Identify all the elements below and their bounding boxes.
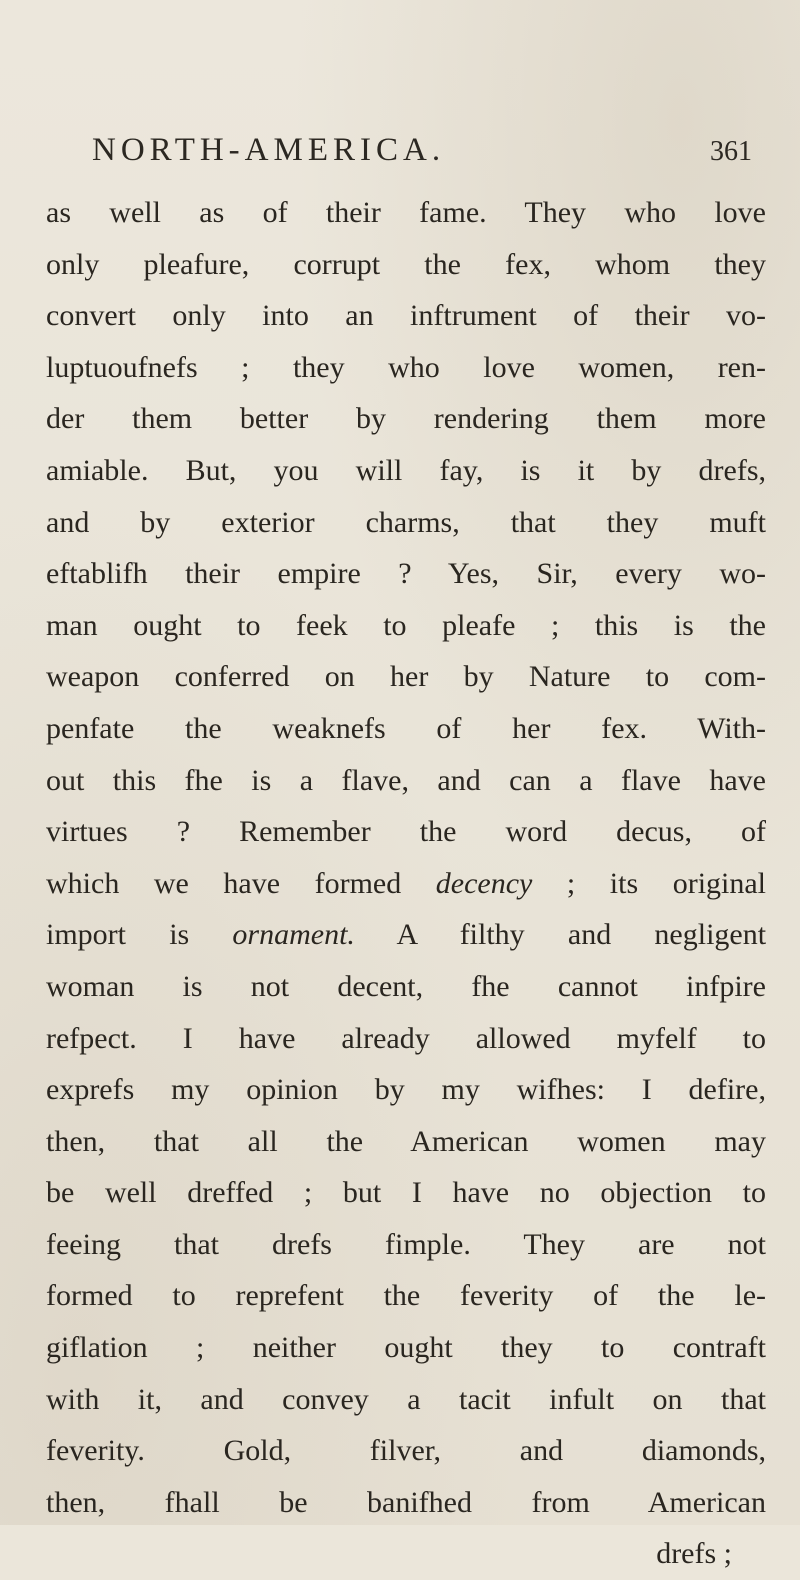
- text-line: then, that all the American women may: [46, 1124, 766, 1158]
- text-line: weapon conferred on her by Nature to com-: [46, 660, 766, 694]
- text-line: exprefs my opinion by my wifhes: I defire,: [46, 1073, 766, 1107]
- page-header: [92, 132, 752, 180]
- text-line: as well as of their fame. They who love: [46, 196, 766, 229]
- text-line: and by exterior charms, that they muft: [46, 505, 766, 539]
- text-line: out this fhe is a flave, and can a flave have: [46, 763, 766, 797]
- text-line: formed to reprefent the feverity of the le-: [46, 1279, 766, 1313]
- text-line: woman is not decent, fhe cannot infpire: [46, 969, 766, 1003]
- text-line: then, fhall be banifhed from American: [46, 1485, 766, 1519]
- text-line: feverity. Gold, filver, and diamonds,: [46, 1434, 766, 1468]
- text-line: with it, and convey a tacit infult on that: [46, 1382, 766, 1416]
- text-line: feeing that drefs fimple. They are not: [46, 1227, 766, 1261]
- text-line: be well dreffed ; but I have no objection to: [46, 1176, 766, 1210]
- running-head: NORTH-AMERICA.: [92, 132, 446, 168]
- catchword-line: drefs ;: [656, 1537, 732, 1571]
- text-line: eftablifh their empire ? Yes, Sir, every wo-: [46, 557, 766, 591]
- text-line: luptuoufnefs ; they who love women, ren-: [46, 350, 766, 384]
- text-line: amiable. But, you will fay, is it by drefs,: [46, 453, 766, 487]
- body-text: [46, 187, 766, 1580]
- text-line: refpect. I have already allowed myfelf to: [46, 1021, 766, 1055]
- text-line: penfate the weaknefs of her fex. With-: [46, 711, 766, 745]
- text-line: only pleafure, corrupt the fex, whom they: [46, 247, 766, 281]
- text-line: der them better by rendering them more: [46, 402, 766, 436]
- text-line: convert only into an inftrument of their vo-: [46, 299, 766, 333]
- page-number: 361: [710, 136, 752, 167]
- text-line: giflation ; neither ought they to contraft: [46, 1331, 766, 1365]
- text-line: which we have formed decency ; its original: [46, 866, 766, 900]
- text-line: man ought to feek to pleafe ; this is the: [46, 608, 766, 642]
- text-line: virtues ? Remember the word decus, of: [46, 815, 766, 849]
- text-line: import is ornament. A filthy and negligent: [46, 918, 766, 952]
